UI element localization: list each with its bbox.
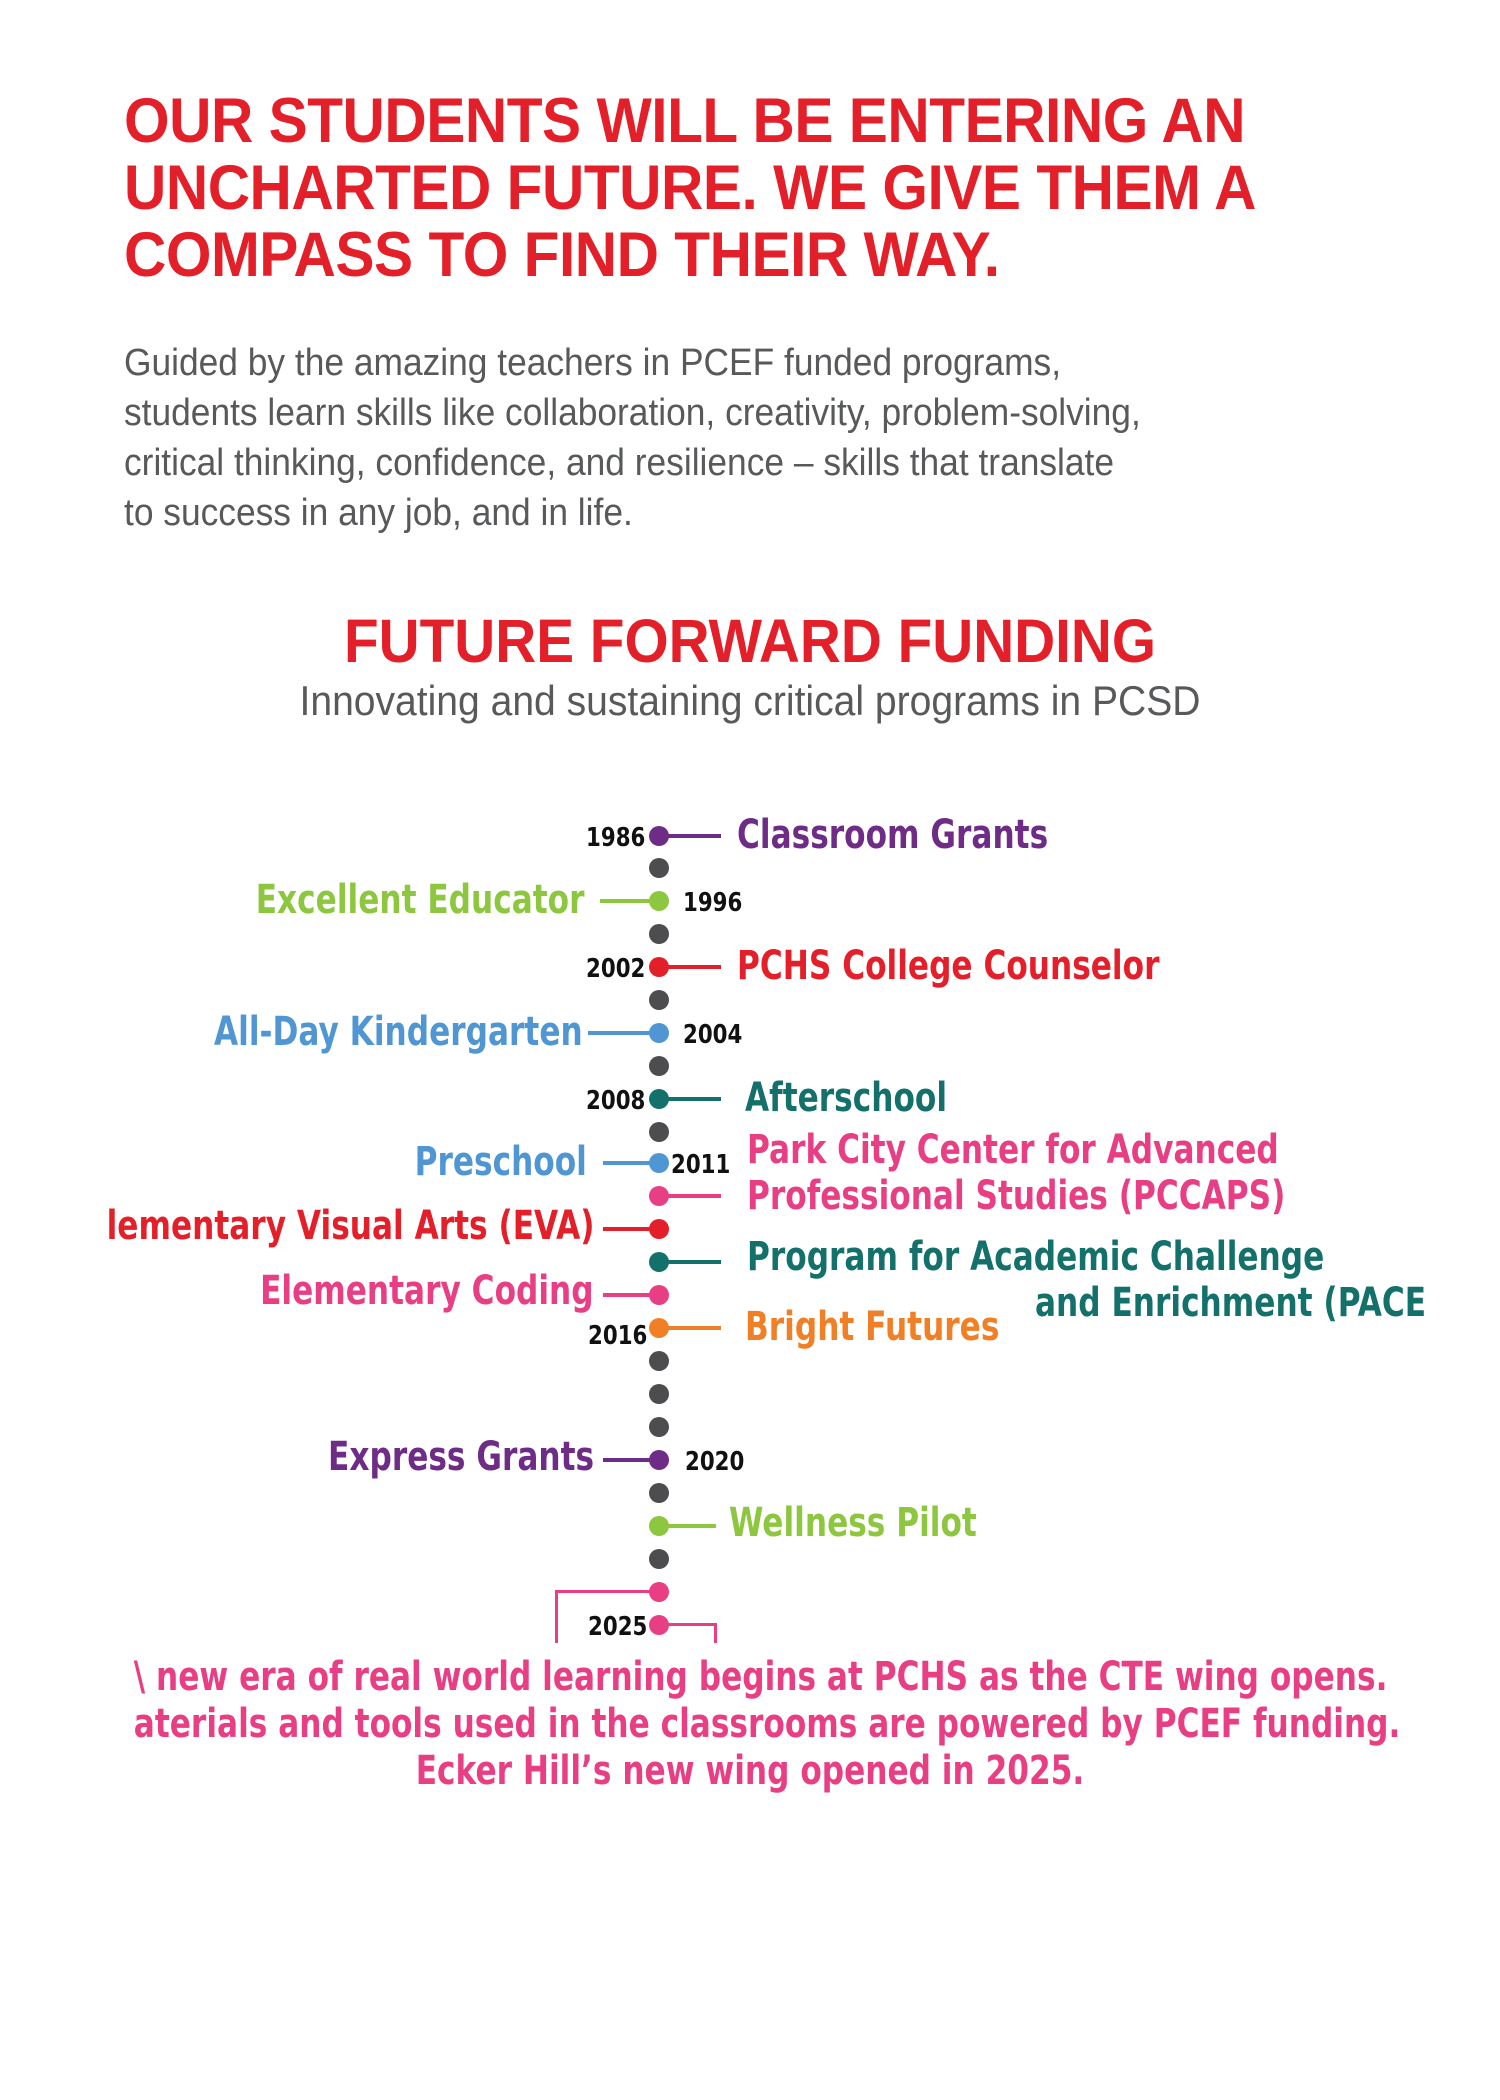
timeline-label-line2: and Enrichment (PACE (1035, 1280, 1427, 1326)
timeline-label: All-Day Kindergarten (214, 1009, 583, 1055)
intro-line: critical thinking, confidence, and resilience – skills that translate (124, 442, 1115, 484)
timeline-gray-dot (649, 1351, 669, 1371)
section-subtitle: Innovating and sustaining critical programs in PCSD (299, 677, 1201, 724)
timeline-label: Classroom Grants (737, 812, 1049, 858)
timeline-year: 2025 (587, 1612, 647, 1642)
timeline-connector (659, 834, 721, 838)
timeline-year: 2020 (685, 1447, 745, 1477)
timeline-label: Preschool (414, 1139, 587, 1185)
footer-line: aterials and tools used in the classrooms are powered by PCEF funding. (133, 1701, 1401, 1747)
timeline-connector (659, 1194, 721, 1198)
timeline-gray-dot (649, 1549, 669, 1569)
footer-line: \ new era of real world learning begins at PCHS as the CTE wing opens. (133, 1654, 1388, 1700)
timeline-year: 1996 (683, 888, 743, 918)
timeline-gray-dot (649, 924, 669, 944)
timeline-gray-dot (649, 1122, 669, 1142)
timeline-label: Afterschool (745, 1075, 948, 1121)
timeline-connector (659, 1326, 721, 1330)
footer-line: Ecker Hill’s new wing opened in 2025. (415, 1748, 1085, 1794)
timeline-year: 2002 (585, 954, 645, 984)
timeline-connector (603, 1293, 659, 1297)
timeline-label-line2: Professional Studies (PCCAPS) (747, 1173, 1286, 1219)
timeline-gray-dot (649, 858, 669, 878)
timeline-gray-dot (649, 990, 669, 1010)
timeline-connector (659, 1097, 721, 1101)
headline-line: OUR STUDENTS WILL BE ENTERING AN (124, 86, 1246, 156)
timeline-connector (603, 1227, 659, 1231)
timeline-year: 2008 (585, 1086, 645, 1116)
timeline-gray-dot (649, 1483, 669, 1503)
timeline-label: Excellent Educator (256, 877, 585, 923)
bracket-right (659, 1623, 717, 1643)
timeline-year: 2016 (587, 1321, 647, 1351)
headline-line: UNCHARTED FUTURE. WE GIVE THEM A (124, 153, 1256, 223)
timeline-label: Elementary Coding (260, 1268, 594, 1314)
timeline-label: lementary Visual Arts (EVA) (106, 1203, 594, 1249)
timeline-connector (588, 1031, 659, 1035)
headline-line: COMPASS TO FIND THEIR WAY. (124, 220, 1000, 290)
timeline-connector (659, 965, 721, 969)
timeline-label: Program for Academic Challenge (747, 1234, 1325, 1280)
footer-text (133, 1654, 1401, 1795)
timeline-label: Park City Center for Advanced (747, 1127, 1279, 1173)
timeline-gray-dot (649, 1056, 669, 1076)
timeline-connector (600, 899, 659, 903)
timeline-connector (659, 1524, 716, 1528)
section-title: FUTURE FORWARD FUNDING (343, 607, 1157, 675)
timeline-connector (603, 1458, 659, 1462)
timeline-label: Wellness Pilot (729, 1500, 977, 1546)
timeline-connector (659, 1260, 721, 1264)
timeline-label: PCHS College Counselor (737, 943, 1160, 989)
timeline-year: 2011 (671, 1150, 731, 1180)
intro-line: Guided by the amazing teachers in PCEF funded programs, (124, 342, 1062, 384)
timeline-gray-dot (649, 1417, 669, 1437)
timeline-gray-dot (649, 1384, 669, 1404)
timeline-year: 1986 (585, 823, 645, 853)
intro-line: to success in any job, and in life. (124, 492, 633, 534)
timeline-connector (603, 1161, 659, 1165)
timeline-year: 2004 (683, 1020, 743, 1050)
intro-line: students learn skills like collaboration, creativity, problem-solving, (124, 392, 1141, 434)
timeline-label: Express Grants (327, 1434, 594, 1480)
timeline-label: Bright Futures (745, 1304, 1000, 1350)
